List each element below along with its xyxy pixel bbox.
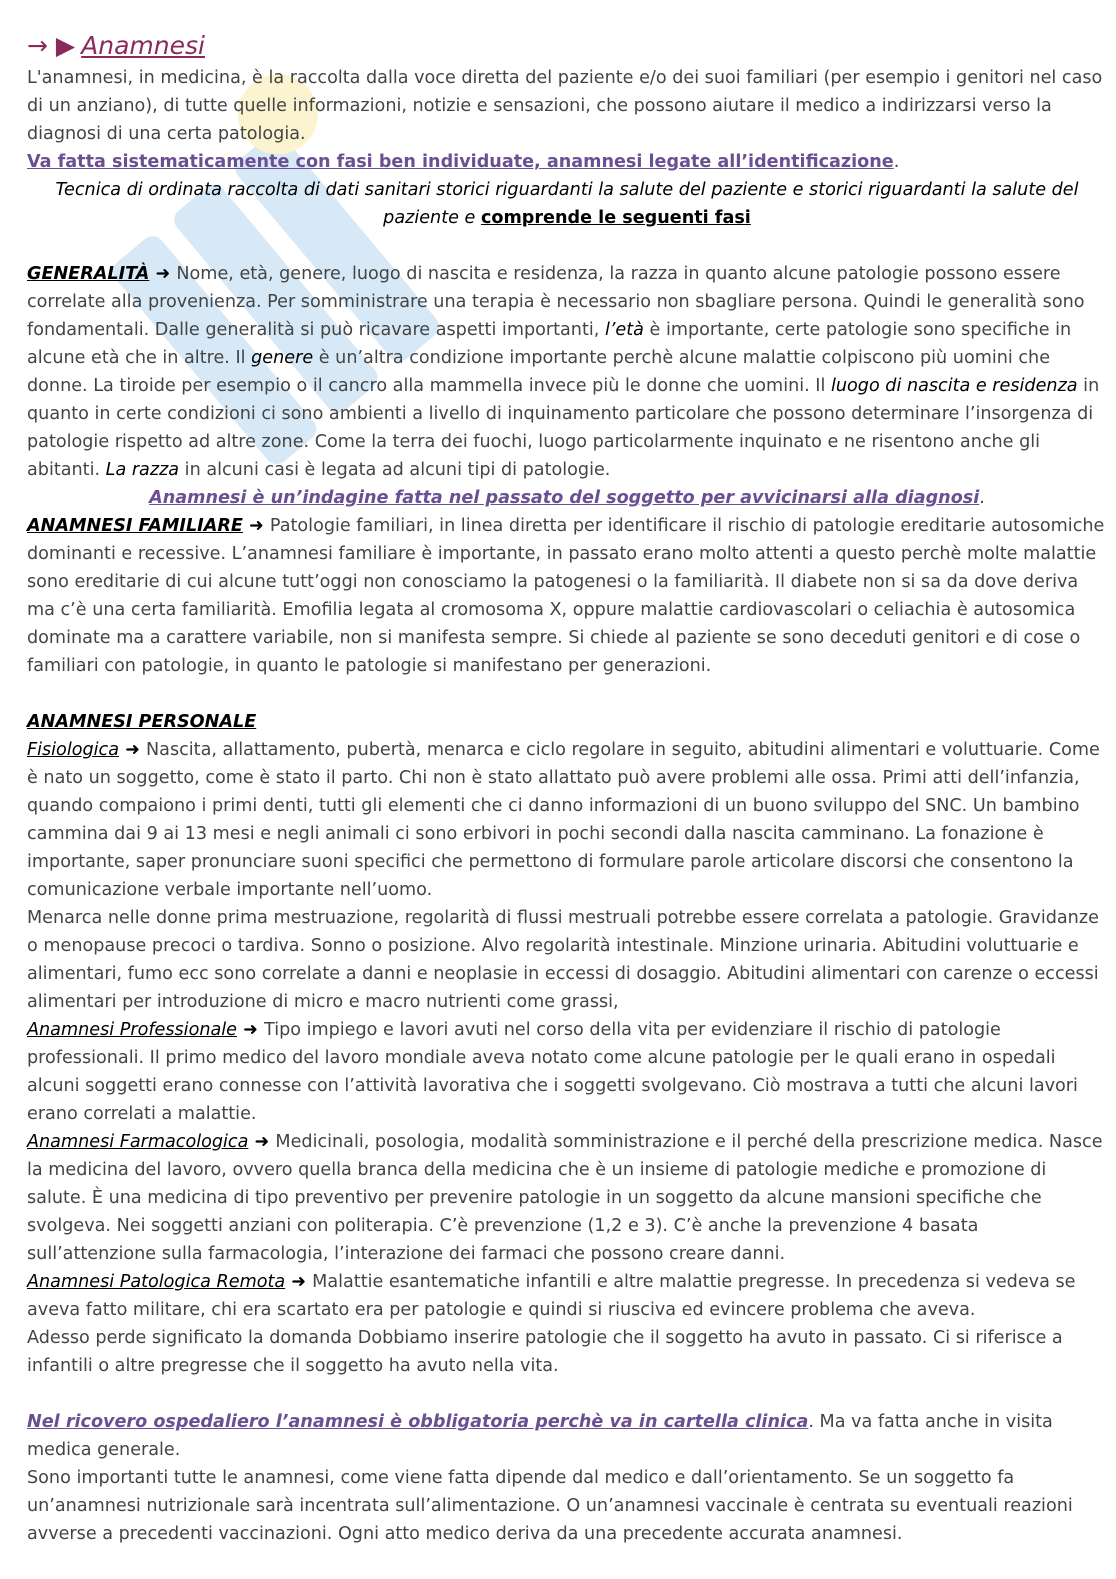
fisiologica-paragraph: Fisiologica ➜ Nascita, allattamento, pubertà, menarca e ciclo regolare in seguito, abitudini alimentari e voluttuarie. Come è nato un soggetto, come è stato il parto. Chi non è stato allattato può avere problemi alle ossa. Primi atti dell’infanzia, quando compaiono i primi denti, tutti gli elementi che ci danno informazioni di un buono sviluppo del SNC. Un bambino cammina dai 9 ai 13 mesi e negli animali ci sono erbivori in pochi secondi dalla nascita camminano. La fonazione è importante, saper pronunciare suoni specifici che permettono di formulare parole articolare discorsi che consentono la comunicazione verbale importante nell’uomo. [27, 740, 1100, 900]
generalita-paragraph: GENERALITÀ ➜ Nome, età, genere, luogo di nascita e residenza, la razza in quanto alcune patologie possono essere correlate alla provenienza. Per somministrare una terapia è necessario non sbagliare persona. Quindi le generalità sono fondamentali. Dalle generalità si può ricavare aspetti importanti, l’età è importante, certe patologie sono specifiche in alcune età che in altre. Il genere è un’altra condizione importante perchè alcune malattie colpiscono più uomini che donne. La tiroide per esempio o il cancro alla mammella invece più le donne che uomini. Il luogo di nascita e residenza in quanto in certe condizioni ci sono ambienti a livello di inquinamento particolare che possono determinare l’insorgenza di patologie rispetto ad altre zone. Come la terra dei fuochi, luogo particolarmente inquinato e ne risentono anche gli abitanti. La razza in alcuni casi è legata ad alcuni tipi di patologie. [27, 264, 1100, 480]
remota-paragraph: Anamnesi Patologica Remota ➜ Malattie esantematiche infantili e altre malattie pregresse. In precedenza si vedeva se aveva fatto militare, chi era scartato era per patologie e quindi si riusciva ed evincere problema che aveva. [27, 1272, 1076, 1320]
arrow-icon: ➜ [248, 1132, 276, 1152]
remota-paragraph-2: Adesso perde significato la domanda Dobbiamo inserire patologie che il soggetto ha avuto in passato. Ci si riferisce a infantili o altre pregresse che il soggetto ha avuto nella vita. [27, 1328, 1063, 1376]
ricovero-highlight: Nel ricovero ospedaliero l’anamnesi è obbligatoria perchè va in cartella clinica [27, 1412, 809, 1432]
familiare-paragraph: ANAMNESI FAMILIARE ➜ Patologie familiari, in linea diretta per identificare il rischio di patologie ereditarie autosomiche dominanti e recessive. L’anamnesi familiare è importante, in passato erano molto attenti a questo perchè molte malattie sono ereditarie di cui alcune tutt’oggi non conosciamo la patogenesi o la familiarità. Il diabete non si sa da dove deriva ma c’è una certa familiarità. Emofilia legata al cromosoma X, oppure malattie cardiovascolari o celiachia è autosomica dominate ma a carattere variabile, non si manifesta sempre. Si chiede al paziente se sono deceduti genitori e di cose o familiari con patologie, in quanto le patologie si manifestano per generazioni. [27, 516, 1105, 676]
arrow-icon: ➜ [236, 1020, 264, 1040]
intro-technique-bold: comprende le seguenti fasi [480, 208, 751, 228]
familiare-heading: ANAMNESI FAMILIARE [27, 516, 243, 536]
document-title [27, 28, 1107, 64]
intro-highlight: Va fatta sistematicamente con fasi ben individuate, anamnesi legate all’identificazione. [27, 152, 900, 172]
generalita-heading: GENERALITÀ [27, 264, 150, 284]
arrow-icon: ➜ [242, 516, 270, 536]
arrow-icon: ➜ [149, 264, 177, 284]
document-page [27, 28, 1107, 1548]
remota-label: Anamnesi Patologica Remota [27, 1272, 286, 1292]
intro-paragraph: L'anamnesi, in medicina, è la raccolta dalla voce diretta del paziente e/o dei suoi familiari (per esempio i genitori nel caso di un anziano), di tutte quelle informazioni, notizie e sensazioni, che possono aiutare il medico a indirizzarsi verso la diagnosi di una certa patologia. [27, 68, 1103, 144]
personale-heading: ANAMNESI PERSONALE [27, 712, 257, 732]
ricovero-paragraph: Nel ricovero ospedaliero l’anamnesi è obbligatoria perchè va in cartella clinica. Ma va fatta anche in visita medica generale. [27, 1412, 1053, 1460]
generalita-note: Anamnesi è un’indagine fatta nel passato del soggetto per avvicinarsi alla diagnosi. [149, 488, 985, 508]
professionale-label: Anamnesi Professionale [27, 1020, 237, 1040]
professionale-paragraph: Anamnesi Professionale ➜ Tipo impiego e lavori avuti nel corso della vita per evidenziare il rischio di patologie professionali. Il primo medico del lavoro mondiale aveva notato come alcune patologie per le quali erano in ospedali alcuni soggetti erano connesse con l’attività lavorativa che i soggetti svolgevano. Ciò mostrava a tutti che alcuni lavori erano correlati a malattie. [27, 1020, 1078, 1124]
arrow-icon: ➜ [285, 1272, 313, 1292]
title-text: Anamnesi [81, 31, 205, 60]
arrow-icon: ➜ [119, 740, 146, 760]
fisiologica-label: Fisiologica [27, 740, 119, 760]
farmacologica-label: Anamnesi Farmacologica [27, 1132, 249, 1152]
intro-technique: Tecnica di ordinata raccolta di dati sanitari storici riguardanti la salute del paziente e storici riguardanti la salute del paziente e comprende le seguenti fasi [55, 180, 1079, 228]
ricovero-paragraph-2: Sono importanti tutte le anamnesi, come viene fatta dipende dal medico e dall’orientamento. Se un soggetto fa un’anamnesi nutrizionale sarà incentrata sull’alimentazione. O un’anamnesi vaccinale è centrata su eventuali reazioni avverse a precedenti vaccinazioni. Ogni atto medico deriva da una precedente accurata anamnesi. [27, 1468, 1073, 1544]
title-arrows-icon: → ▶ [27, 31, 76, 60]
farmacologica-paragraph: Anamnesi Farmacologica ➜ Medicinali, posologia, modalità somministrazione e il perché della prescrizione medica. Nasce la medicina del lavoro, ovvero quella branca della medicina che è un insieme di patologie mediche e promozione di salute. È una medicina di tipo preventivo per prevenire patologie in un soggetto da alcune mansioni specifiche che svolgeva. Nei soggetti anziani con politerapia. C’è prevenzione (1,2 e 3). C’è anche la prevenzione 4 basata sull’attenzione sulla farmacologia, l’interazione dei farmaci che possono creare danni. [27, 1132, 1103, 1264]
fisiologica-paragraph-2: Menarca nelle donne prima mestruazione, regolarità di flussi mestruali potrebbe essere correlata a patologie. Gravidanze o menopause precoci o tardiva. Sonno o posizione. Alvo regolarità intestinale. Minzione urinaria. Abitudini voluttuarie e alimentari, fumo ecc sono correlate a danni e neoplasie in eccessi di dosaggio. Abitudini alimentari con carenze o eccessi alimentari per introduzione di micro e macro nutrienti come grassi, [27, 908, 1099, 1012]
